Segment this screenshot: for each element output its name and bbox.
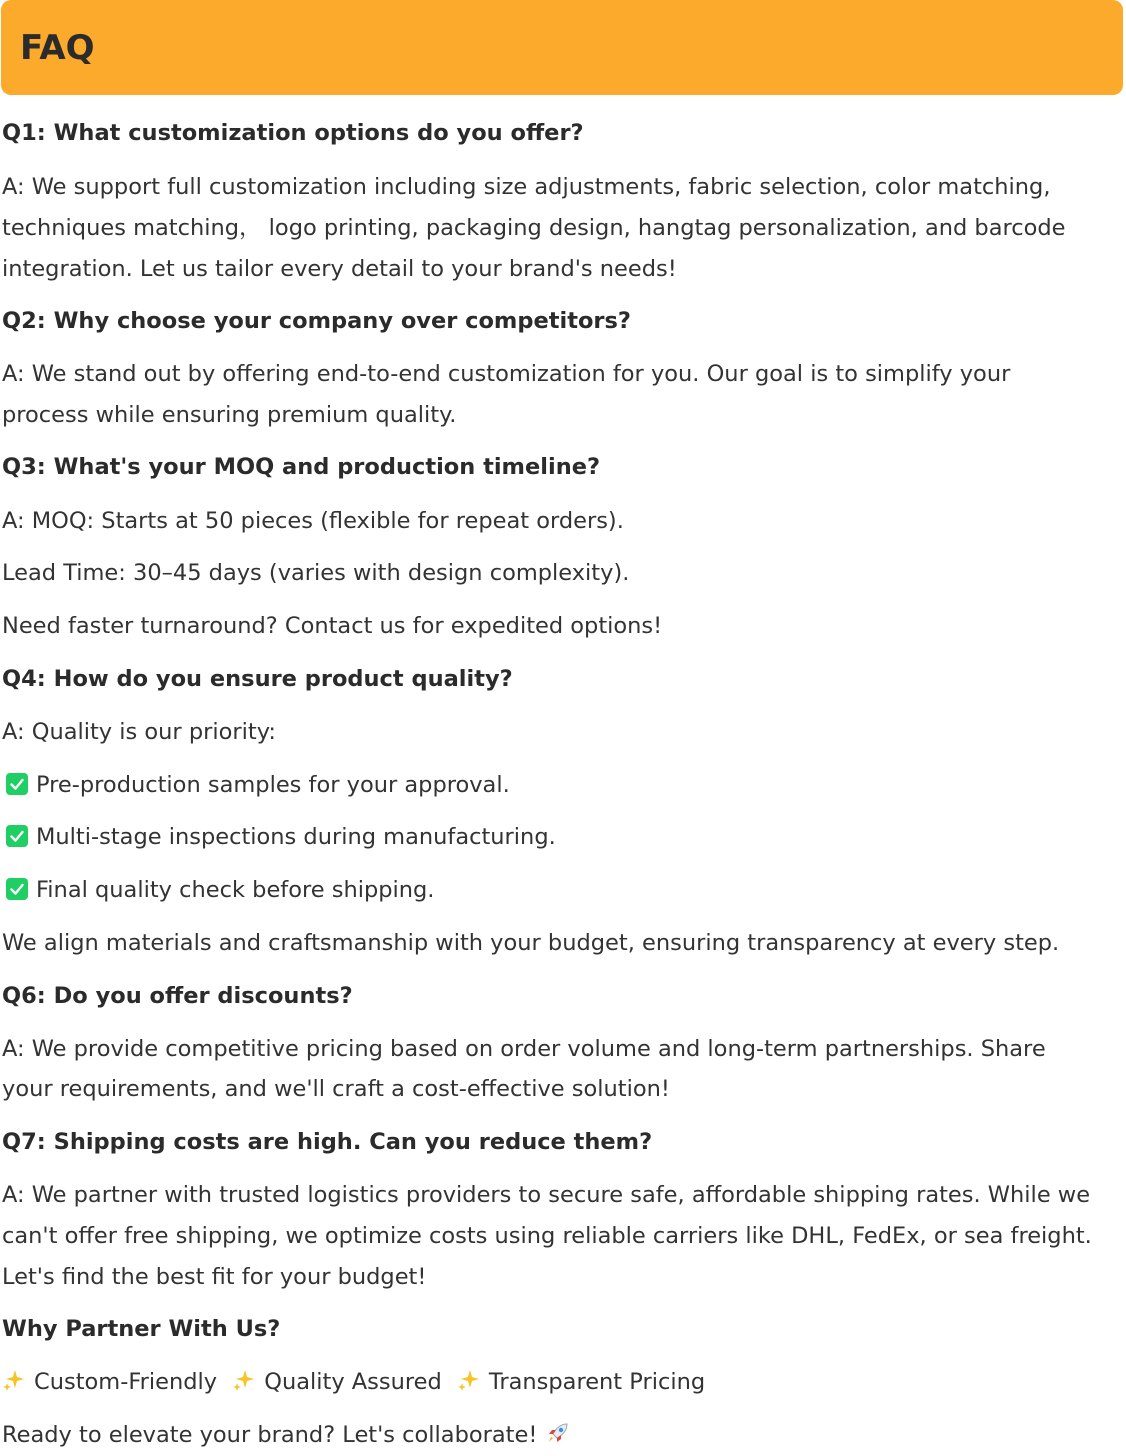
- q4-question: Q4: How do you ensure product quality?: [2, 666, 513, 692]
- badge-label: Quality Assured: [264, 1369, 442, 1395]
- q2-answer-line-2: process while ensuring premium quality.: [2, 402, 457, 428]
- q4-intro: A: Quality is our priority:: [2, 719, 276, 745]
- q6-answer-line-1: A: We provide competitive pricing based on order volume and long-term partnerships. Share: [2, 1036, 1046, 1062]
- faq-header: [1, 0, 1123, 95]
- why-title: Why Partner With Us?: [2, 1316, 281, 1342]
- rocket-icon: [545, 1420, 571, 1446]
- q7-question: Q7: Shipping costs are high. Can you reduce them?: [2, 1129, 653, 1155]
- q1-answer-line-3: integration. Let us tailor every detail to your brand's needs!: [2, 256, 677, 282]
- q4-check-item: [2, 765, 510, 806]
- q7-answer-line-3: Let's find the best fit for your budget!: [2, 1264, 427, 1290]
- sparkles-icon: [2, 1368, 26, 1392]
- q1-question: Q1: What customization options do you offer?: [2, 120, 584, 146]
- check-box-icon: [6, 878, 28, 900]
- cta-line: [2, 1415, 571, 1456]
- q2-answer-line-1: A: We stand out by offering end-to-end customization for you. Our goal is to simplify your: [2, 361, 1011, 387]
- q7-answer-line-2: can't offer free shipping, we optimize costs using reliable carriers like DHL, FedEx, or sea freight.: [2, 1223, 1092, 1249]
- q7-answer-line-1: A: We partner with trusted logistics providers to secure safe, affordable shipping rates. While we: [2, 1182, 1091, 1208]
- q1-answer-line-1: A: We support full customization including size adjustments, fabric selection, color matching,: [2, 174, 1051, 200]
- q3-leadtime-line: Lead Time: 30–45 days (varies with design complexity).: [2, 560, 630, 586]
- check-box-icon: [6, 773, 28, 795]
- badge-label: Transparent Pricing: [488, 1369, 706, 1395]
- q1-answer-line-2: techniques matching， logo printing, packaging design, hangtag personalization, and barcode: [2, 215, 1066, 241]
- cta-text: Ready to elevate your brand? Let's collaborate!: [2, 1422, 538, 1448]
- q4-check-text: Multi-stage inspections during manufacturing.: [36, 824, 556, 850]
- q4-check-text: Pre-production samples for your approval.: [36, 772, 510, 798]
- q6-question: Q6: Do you offer discounts?: [2, 983, 353, 1009]
- q3-question: Q3: What's your MOQ and production timeline?: [2, 454, 601, 480]
- q6-answer-line-2: your requirements, and we'll craft a cost-effective solution!: [2, 1076, 670, 1102]
- sparkles-icon: [232, 1368, 256, 1392]
- q4-check-text: Final quality check before shipping.: [36, 877, 435, 903]
- badge-label: Custom-Friendly: [34, 1369, 218, 1395]
- q4-closing: We align materials and craftsmanship with your budget, ensuring transparency at every step.: [2, 930, 1060, 956]
- q4-check-item: [2, 817, 556, 858]
- why-badges: [2, 1362, 705, 1403]
- check-box-icon: [6, 825, 28, 847]
- q4-check-item: [2, 870, 434, 911]
- q3-faster-line: Need faster turnaround? Contact us for expedited options!: [2, 613, 663, 639]
- q2-question: Q2: Why choose your company over competitors?: [2, 308, 631, 334]
- q3-moq-line: A: MOQ: Starts at 50 pieces (flexible for repeat orders).: [2, 508, 624, 534]
- page-title: FAQ: [20, 28, 95, 68]
- sparkles-icon: [457, 1368, 481, 1392]
